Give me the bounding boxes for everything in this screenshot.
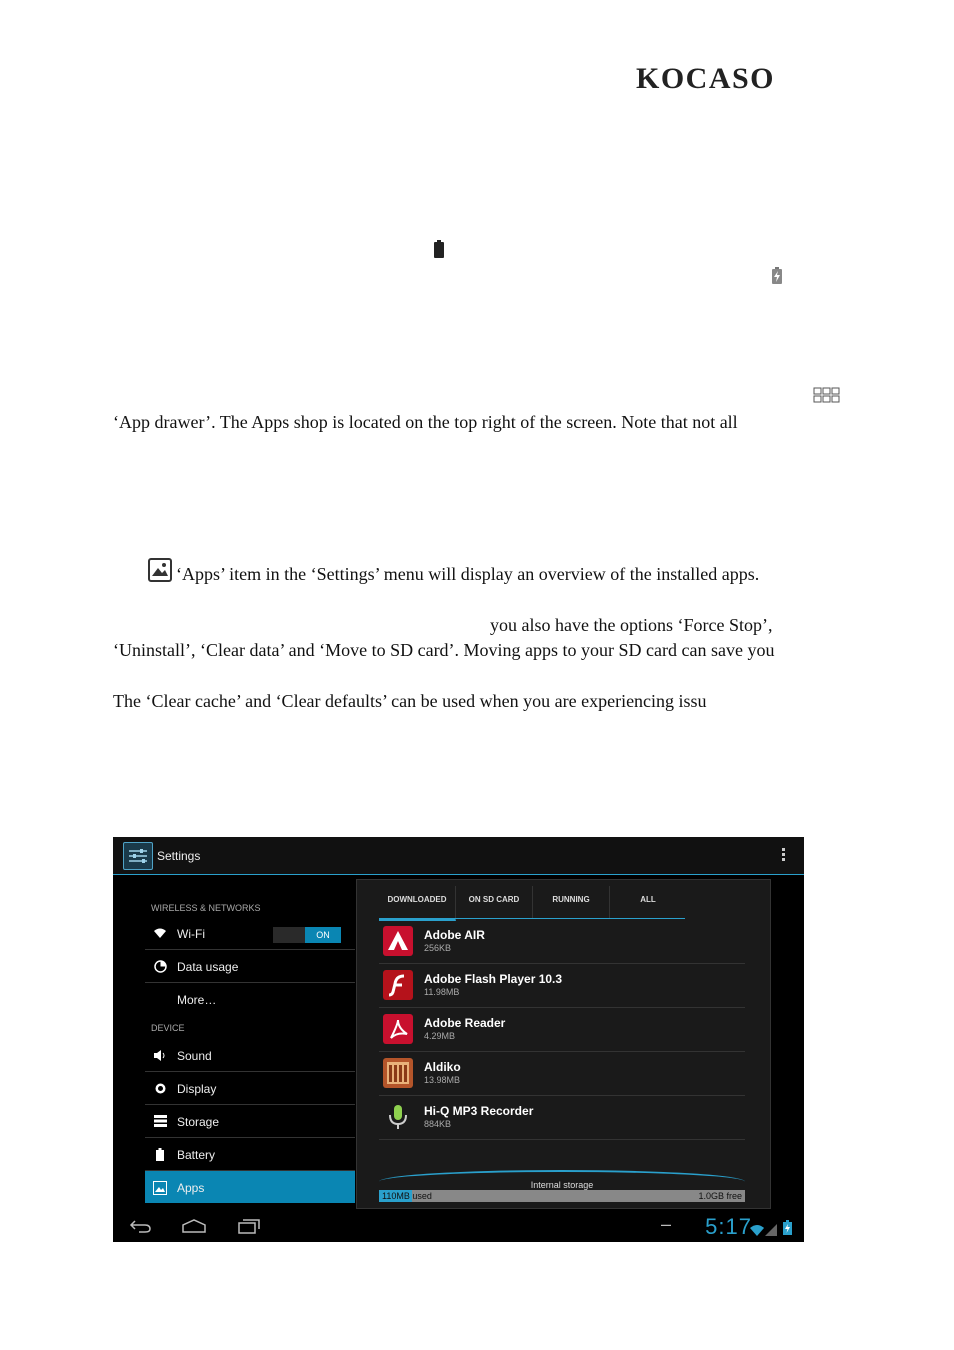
settings-item-label: Wi-Fi [177,927,205,941]
action-bar [113,837,804,875]
settings-item-label: Battery [177,1148,216,1162]
doc-line-3: you also have the options ‘Force Stop’, [490,615,773,635]
settings-list [145,877,355,1207]
app-name: Adobe Reader [424,1016,506,1030]
battery-icon [433,240,445,259]
status-clock[interactable]: 5:17 [705,1214,752,1239]
apps-icon [153,1181,167,1194]
app-size: 13.98MB [424,1075,461,1085]
battery-icon [153,1148,167,1161]
home-icon[interactable] [181,1218,207,1239]
adobe-reader-icon [383,1014,413,1044]
system-nav-bar [113,1212,804,1242]
doc-line-4: ‘Uninstall’, ‘Clear data’ and ‘Move to SD card’. Moving apps to your SD card can save you [113,640,775,660]
app-size: 256KB [424,943,452,953]
display-icon [153,1082,167,1095]
app-name: Adobe Flash Player 10.3 [424,972,563,986]
settings-item-more[interactable] [145,983,355,1015]
section-header-wireless: WIRELESS & NETWORKS [151,903,261,913]
adobe-flash-icon [383,970,413,1000]
brand-logo: KOCASO [636,62,776,95]
settings-item-label: Data usage [177,960,239,974]
storage-used: 110MB used [382,1191,432,1201]
aldiko-icon [383,1058,413,1088]
action-bar-title: Settings [157,849,201,863]
tab-downloaded[interactable]: DOWNLOADED [379,886,456,921]
back-icon[interactable] [129,1218,153,1239]
sound-icon [153,1049,167,1062]
app-size: 11.98MB [424,987,460,997]
settings-item-data-usage[interactable] [145,950,355,983]
storage-icon [153,1115,167,1128]
storage-free: 1.0GB free [698,1191,742,1201]
app-row[interactable] [379,964,745,1008]
app-row[interactable] [379,1008,745,1052]
section-header-device: DEVICE [151,1023,185,1033]
settings-item-storage[interactable] [145,1105,355,1138]
app-row[interactable] [379,1052,745,1096]
app-drawer-grid-icon [813,387,841,404]
settings-item-label: Display [177,1082,217,1096]
app-name: Adobe AIR [424,928,485,942]
battery-charging-icon [771,267,783,285]
doc-line-1: ‘App drawer’. The Apps shop is located on the top right of the screen. Note that not all [113,412,738,432]
settings-item-apps[interactable] [145,1171,355,1203]
settings-screenshot [113,837,804,1242]
tab-underline [379,918,685,919]
overflow-menu-icon[interactable] [782,848,786,863]
recent-apps-icon[interactable] [237,1218,261,1239]
settings-item-label: More… [177,993,217,1007]
doc-line-2: ‘Apps’ item in the ‘Settings’ menu will display an overview of the installed apps. [176,564,760,584]
settings-item-label: Sound [177,1049,212,1063]
tab-on-sd-card[interactable]: ON SD CARD [456,886,533,918]
settings-app-icon[interactable] [123,842,153,870]
tab-running[interactable]: RUNNING [533,886,610,918]
apps-panel [356,879,771,1209]
doc-line-5: The ‘Clear cache’ and ‘Clear defaults’ can be used when you are experiencing issu [113,691,707,711]
app-row[interactable] [379,1096,745,1140]
app-size: 4.29MB [424,1031,456,1041]
settings-item-display[interactable] [145,1072,355,1105]
tab-all[interactable]: ALL [640,895,656,904]
settings-item-battery[interactable] [145,1138,355,1171]
settings-item-sound[interactable] [145,1039,355,1072]
settings-item-label: Storage [177,1115,220,1129]
notification-dash-icon[interactable]: – [661,1214,672,1234]
storage-bar [379,1190,745,1202]
wifi-signal-icon [749,1221,779,1242]
storage-label: Internal storage [530,1180,594,1190]
app-name: Hi-Q MP3 Recorder [424,1104,534,1118]
app-size: 884KB [424,1119,452,1129]
microphone-icon [383,1102,413,1132]
settings-item-wifi[interactable] [145,917,355,950]
app-name: Aldiko [424,1060,461,1074]
adobe-air-icon [383,926,413,956]
data-usage-icon [153,960,167,973]
wifi-icon [153,927,167,940]
apps-settings-icon [148,558,172,582]
battery-charging-icon [783,1219,792,1240]
wifi-toggle[interactable] [273,927,341,943]
wifi-toggle-state: ON [305,927,341,943]
app-row[interactable] [379,920,745,964]
settings-item-label: Apps [177,1181,205,1195]
